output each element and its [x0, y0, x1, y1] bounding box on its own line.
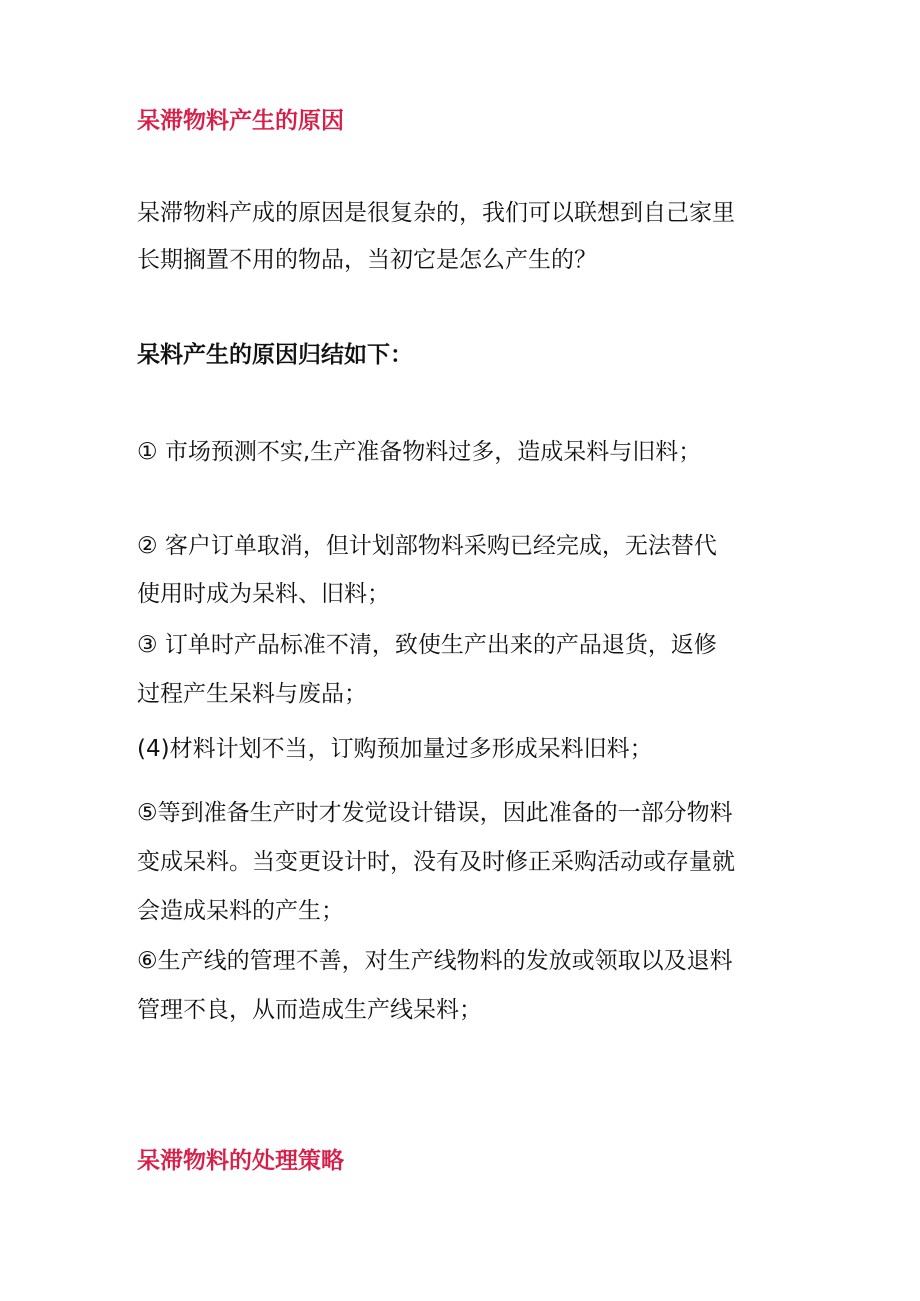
intro-paragraph-line-2: 长期搁置不用的物品，当初它是怎么产生的？ [137, 247, 597, 273]
reason-1-line-1: ① 市场预测不实,生产准备物料过多，造成呆料与旧料； [137, 439, 702, 465]
reason-5-line-2: 变成呆料。当变更设计时，没有及时修正采购活动或存量就 [137, 849, 735, 875]
reason-2-line-2: 使用时成为呆料、旧料； [137, 581, 390, 607]
reason-3-line-1: ③ 订单时产品标准不清，致使生产出来的产品退货，返修 [137, 632, 717, 658]
summary-heading: 呆料产生的原因归结如下： [137, 342, 413, 368]
reason-6-line-2: 管理不良，从而造成生产线呆料； [137, 997, 482, 1023]
intro-paragraph-line-1: 呆滞物料产成的原因是很复杂的，我们可以联想到自己家里 [137, 200, 735, 226]
reason-5-line-1: ⑤等到准备生产时才发觉设计错误，因此准备的一部分物料 [137, 800, 733, 826]
reason-3-line-2: 过程产生呆料与废品； [137, 681, 367, 707]
reason-6-line-1: ⑥生产线的管理不善，对生产线物料的发放或领取以及退料 [137, 948, 733, 974]
reason-5-line-3: 会造成呆料的产生； [137, 898, 344, 924]
reason-4-line-1: (4)材料计划不当，订购预加量过多形成呆料旧料； [137, 736, 653, 762]
reason-2-line-1: ② 客户订单取消，但计划部物料采购已经完成，无法替代 [137, 533, 717, 559]
section-heading-causes: 呆滞物料产生的原因 [137, 108, 344, 134]
section-heading-strategies: 呆滞物料的处理策略 [137, 1148, 344, 1174]
